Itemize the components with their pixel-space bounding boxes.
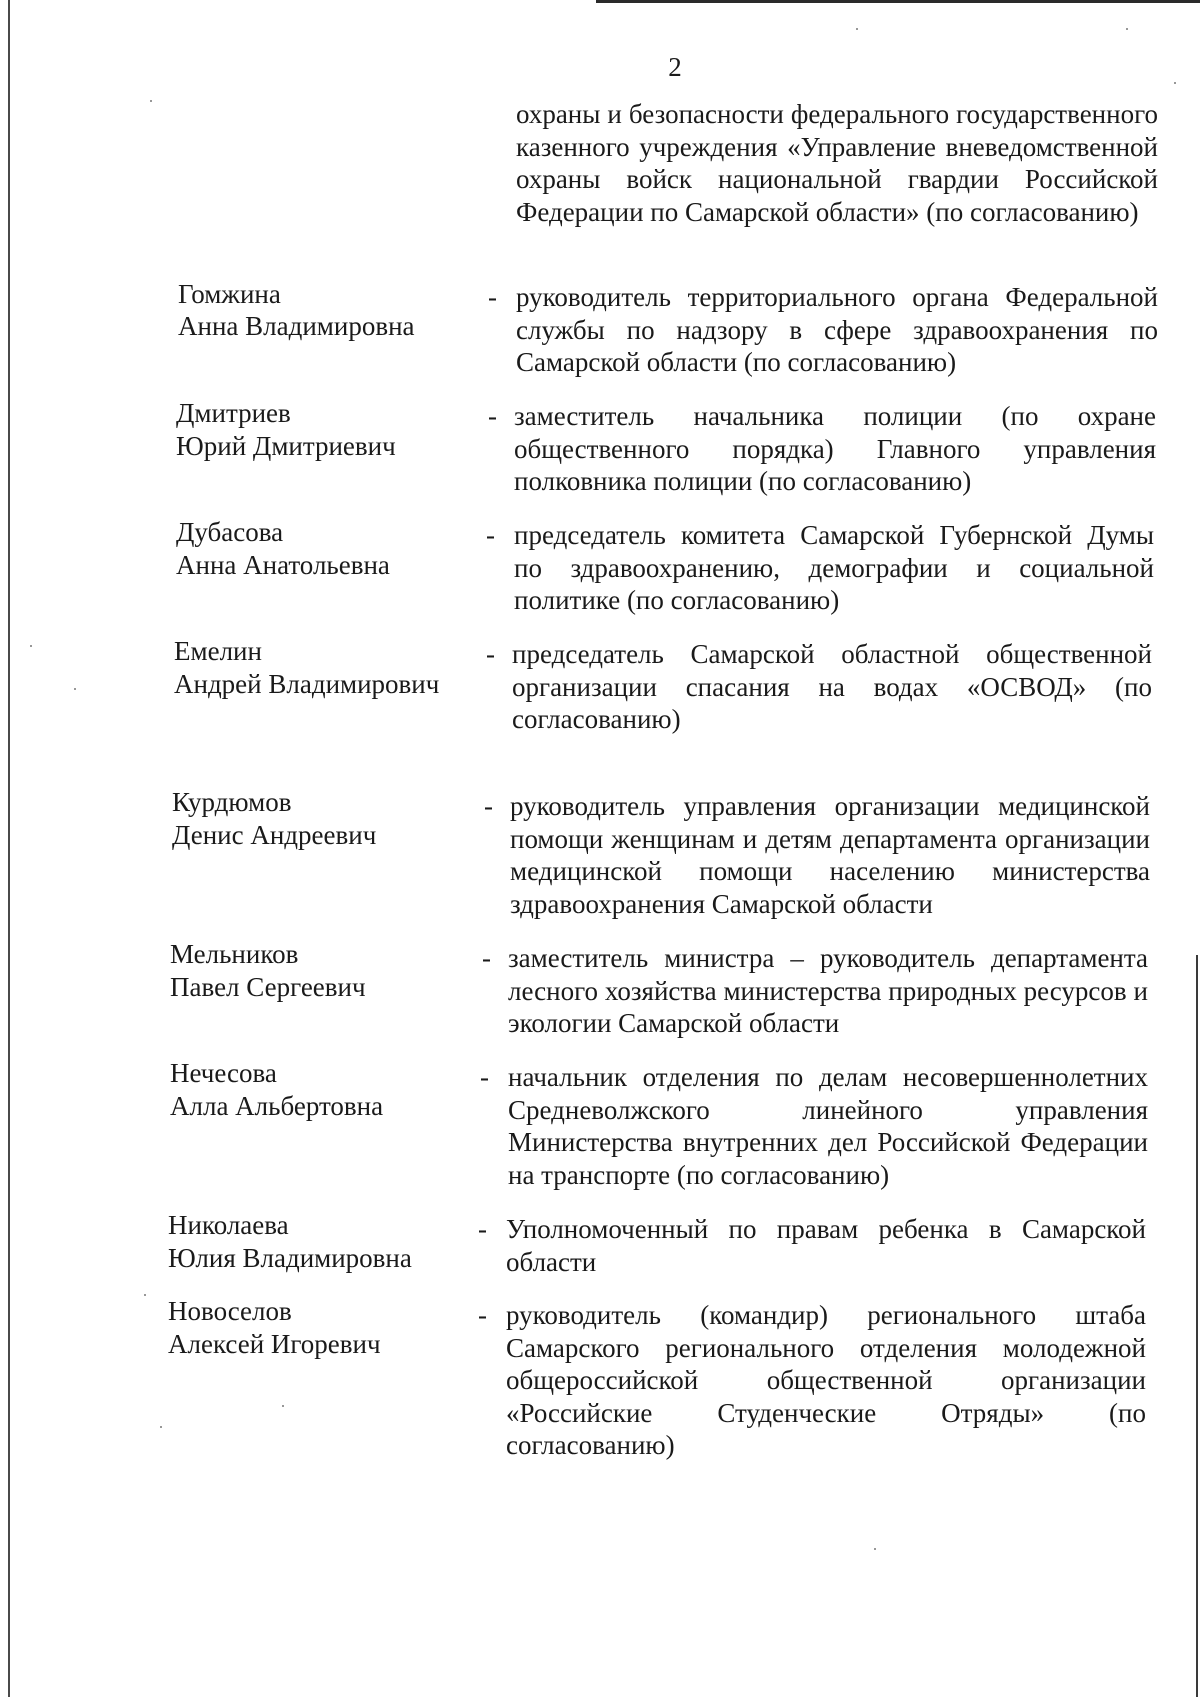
scan-speck (150, 100, 152, 102)
member-position: председатель Самарской областной общественной организации спасания на водах «ОСВОД» (по согласованию) (512, 639, 1152, 734)
member-surname: Николаева (168, 1210, 289, 1240)
dash-separator: - (478, 1214, 487, 1244)
member-surname: Дубасова (176, 517, 284, 547)
member-position: руководитель (командир) регионального штаба Самарского регионального отделения молодежной общероссийской общественной организации «Российские Студенческие Отряды» (по согласованию) (506, 1300, 1146, 1460)
dash-separator: - (486, 639, 495, 669)
dash-separator: - (480, 1062, 489, 1092)
member-given-names: Алексей Игоревич (168, 1329, 381, 1359)
member-position: заместитель начальника полиции (по охране общественного порядка) Главного управления полковника полиции (по согласованию) (514, 401, 1156, 496)
scan-edge-top (596, 0, 1200, 3)
member-given-names: Павел Сергеевич (170, 972, 366, 1002)
scan-speck (1126, 28, 1128, 30)
member-surname: Новоселов (168, 1296, 292, 1326)
member-surname: Нечесова (170, 1058, 277, 1088)
member-position: начальник отделения по делам несовершеннолетних Средневолжского линейного управления Министерства внутренних дел Российской Федерации на транспорте (по согласованию) (508, 1062, 1148, 1190)
member-surname: Дмитриев (176, 398, 291, 428)
member-position: руководитель управления организации медицинской помощи женщинам и детям департамента организации медицинской помощи населению министерства здравоохранения Самарской области (510, 791, 1150, 919)
dash-separator: - (484, 791, 493, 821)
member-given-names: Алла Альбертовна (170, 1091, 384, 1121)
member-position: председатель комитета Самарской Губернской Думы по здравоохранению, демографии и социальной политике (по согласованию) (514, 520, 1154, 615)
member-surname: Курдюмов (172, 787, 292, 817)
scan-speck (74, 688, 76, 690)
member-position: заместитель министра – руководитель департамента лесного хозяйства министерства природных ресурсов и экологии Самарской области (508, 943, 1148, 1038)
member-surname: Мельников (170, 939, 299, 969)
dash-separator: - (486, 520, 495, 550)
dash-separator: - (488, 282, 497, 312)
scan-speck (144, 1294, 146, 1296)
member-given-names: Анна Владимировна (178, 311, 415, 341)
scan-speck (30, 645, 32, 647)
member-given-names: Юлия Владимировна (168, 1243, 412, 1273)
member-given-names: Юрий Дмитриевич (176, 431, 396, 461)
member-position: руководитель территориального органа Федеральной службы по надзору в сфере здравоохранения по Самарской области (по согласованию) (516, 282, 1158, 377)
scan-speck (874, 1548, 876, 1550)
scan-speck (856, 28, 858, 30)
scan-speck (160, 1426, 162, 1428)
scan-edge-left (8, 0, 10, 1697)
page-number: 2 (668, 52, 682, 82)
member-surname: Емелин (174, 636, 262, 666)
member-given-names: Анна Анатольевна (176, 550, 390, 580)
dash-separator: - (478, 1300, 487, 1330)
scan-edge-right (1196, 955, 1198, 1697)
member-surname: Гомжина (178, 279, 281, 309)
continuation-text: охраны и безопасности федерального государственного казенного учреждения «Управление вневедомственной охраны войск национальной гвардии Российской Федерации по Самарской области» (по согласованию) (516, 99, 1158, 227)
member-position: Уполномоченный по правам ребенка в Самарской области (506, 1214, 1146, 1277)
scan-speck (282, 1405, 284, 1407)
dash-separator: - (482, 943, 491, 973)
member-given-names: Андрей Владимирович (174, 669, 440, 699)
dash-separator: - (488, 401, 497, 431)
member-given-names: Денис Андреевич (172, 820, 377, 850)
